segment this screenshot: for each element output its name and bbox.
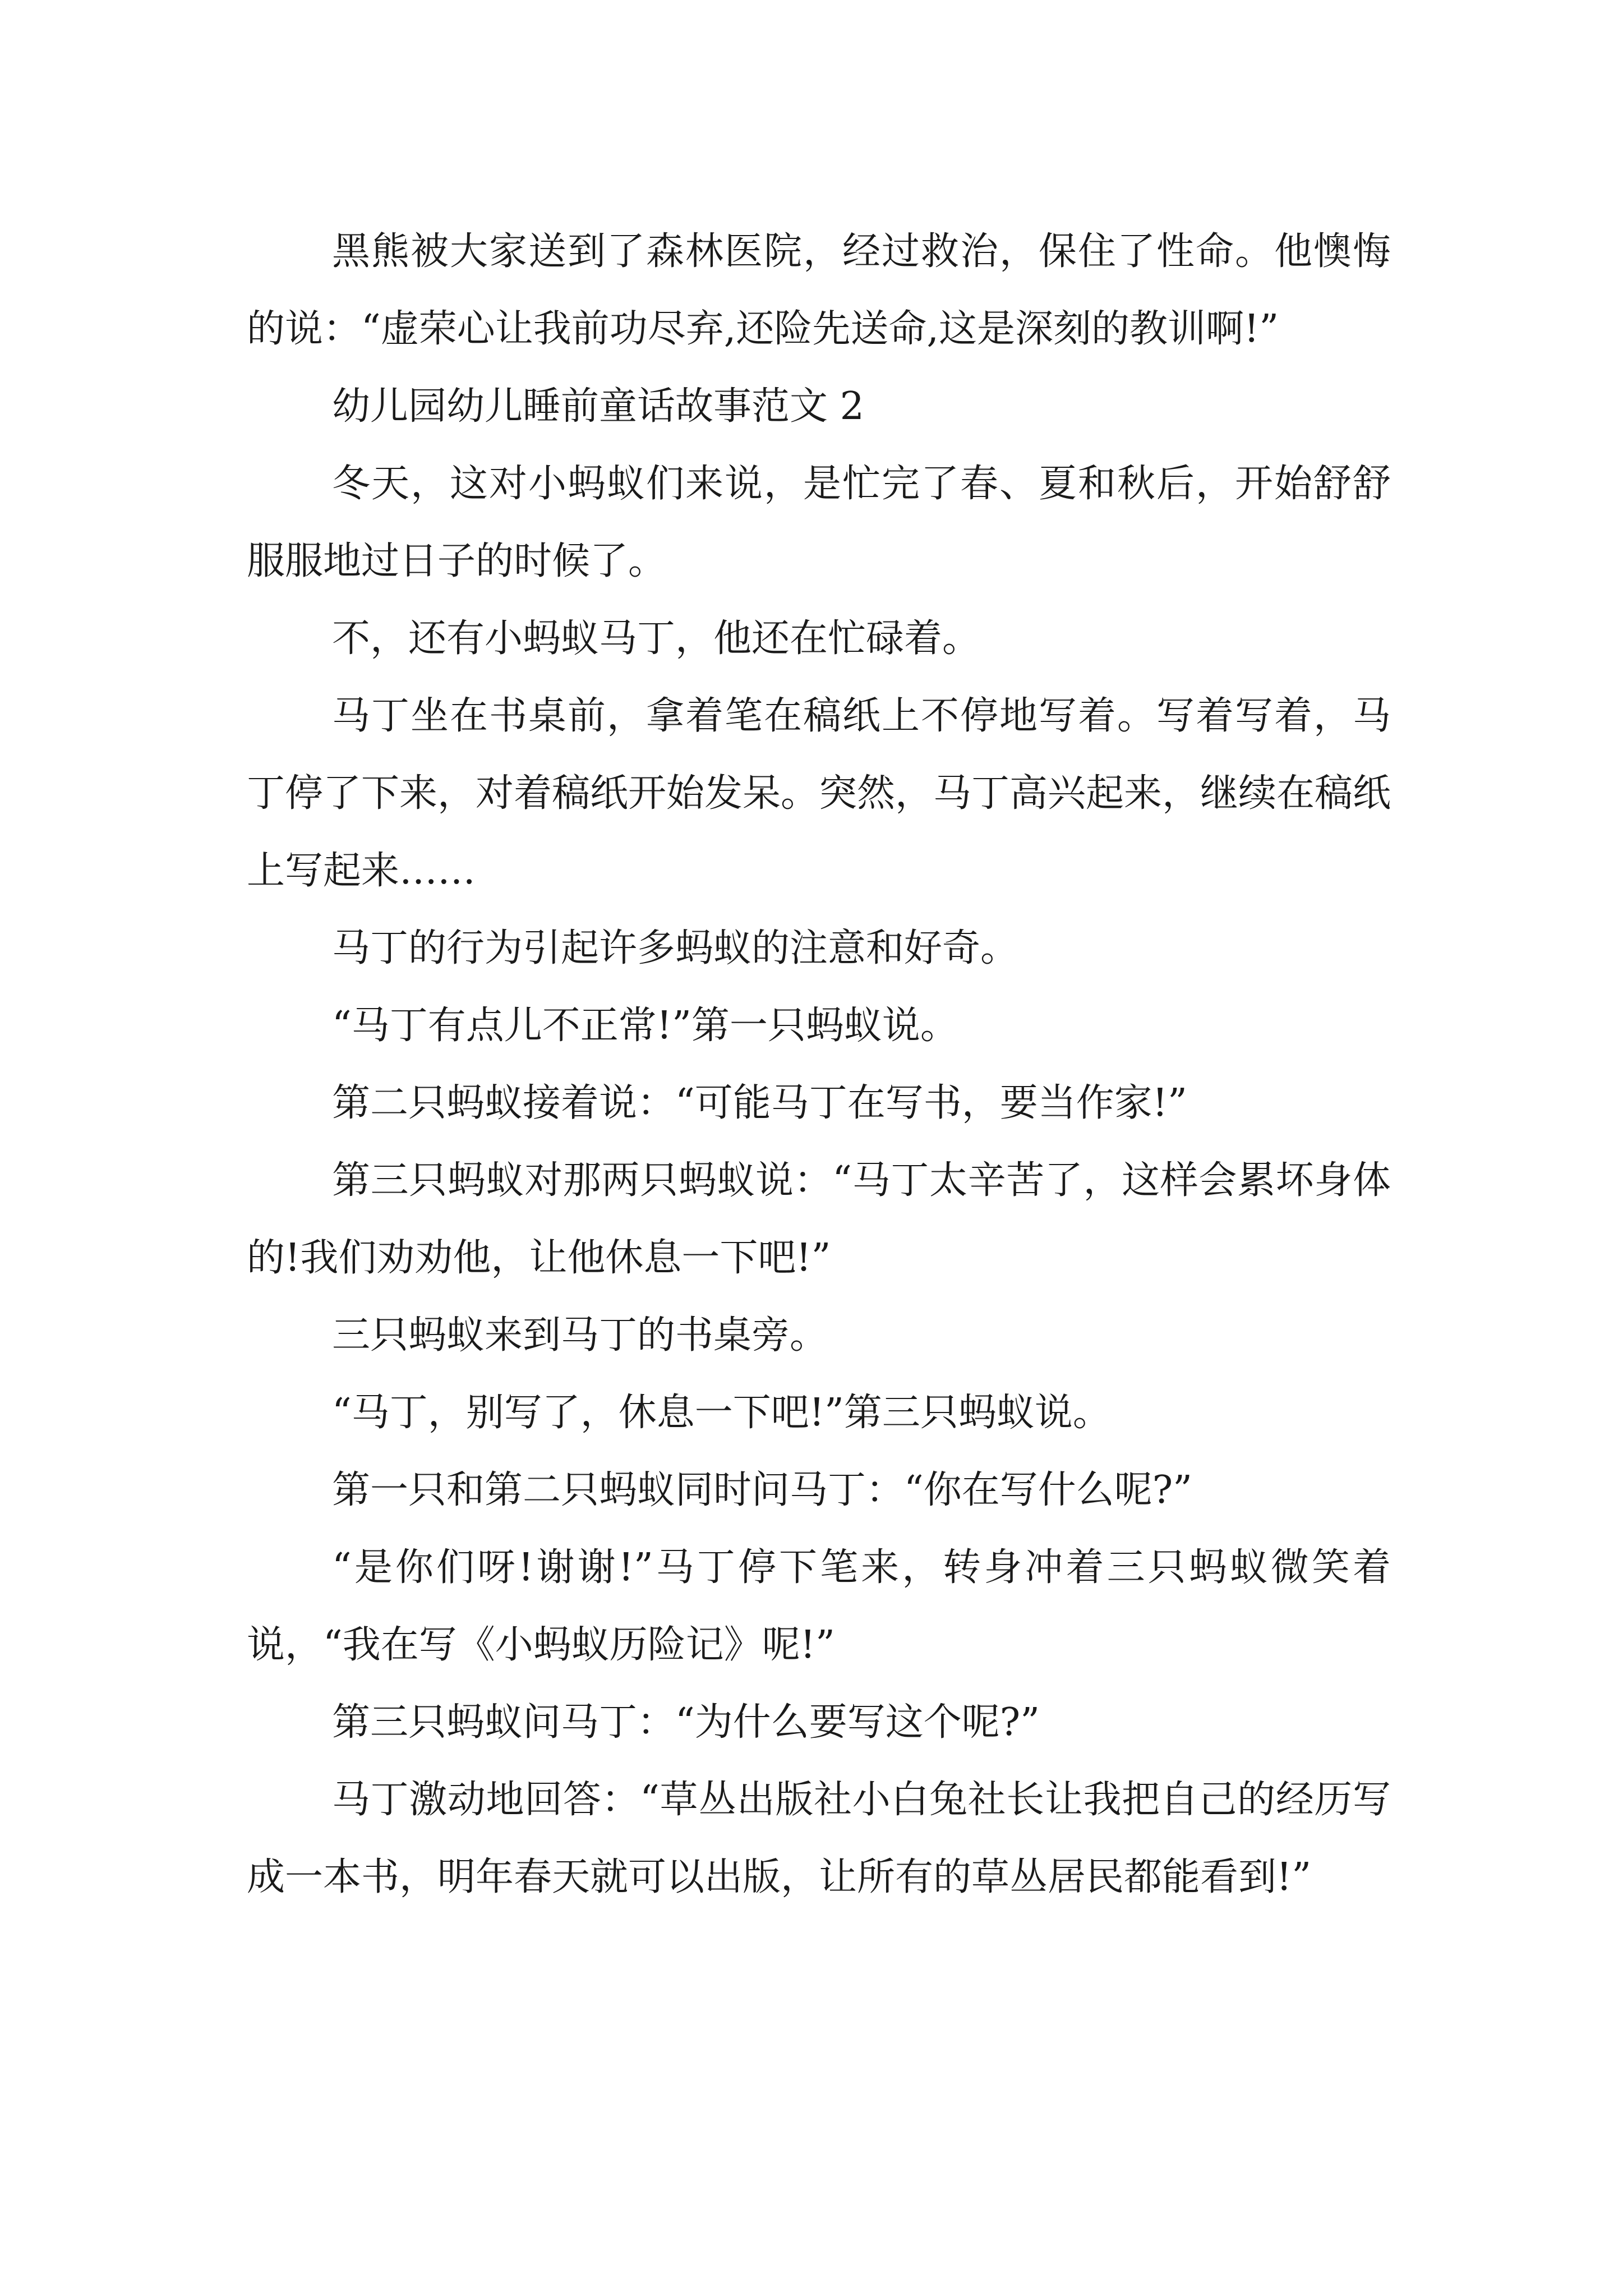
paragraph: 马丁坐在书桌前，拿着笔在稿纸上不停地写着。写着写着，马丁停了下来，对着稿纸开始发呆。突然，马丁高兴起来，继续在稿纸上写起来…… (247, 694, 1391, 893)
paragraph: 三只蚂蚁来到马丁的书桌旁。 (332, 1313, 828, 1358)
paragraph: 第三只蚂蚁问马丁：“为什么要写这个呢?” (332, 1700, 1040, 1745)
paragraph: 第一只和第二只蚂蚁同时问马丁：“你在写什么呢?” (332, 1468, 1192, 1512)
paragraph: 第三只蚂蚁对那两只蚂蚁说：“马丁太辛苦了，这样会累坏身体的!我们劝劝他，让他休息一下吧!” (247, 1158, 1391, 1280)
document-body (247, 213, 1391, 1916)
paragraph: 不，还有小蚂蚁马丁，他还在忙碌着。 (332, 616, 981, 661)
paragraph: 马丁的行为引起许多蚂蚁的注意和好奇。 (332, 926, 1019, 970)
section-title: 幼儿园幼儿睡前童话故事范文 2 (332, 384, 864, 429)
paragraph: “是你们呀!谢谢!”马丁停下笔来，转身冲着三只蚂蚁微笑着说，“我在写《小蚂蚁历险记》呢!” (247, 1545, 1391, 1667)
paragraph: “马丁有点儿不正常!”第一只蚂蚁说。 (332, 1004, 958, 1048)
paragraph: 马丁激动地回答：“草丛出版社小白兔社长让我把自己的经历写成一本书，明年春天就可以出版，让所有的草丛居民都能看到!” (247, 1778, 1391, 1899)
paragraph: 黑熊被大家送到了森林医院，经过救治，保住了性命。他懊悔的说：“虚荣心让我前功尽弃,还险先送命,这是深刻的教训啊!” (247, 229, 1391, 351)
paragraph: “马丁，别写了，休息一下吧!”第三只蚂蚁说。 (332, 1391, 1111, 1435)
paragraph: 冬天，这对小蚂蚁们来说，是忙完了春、夏和秋后，开始舒舒服服地过日子的时候了。 (247, 462, 1391, 583)
paragraph: 第二只蚂蚁接着说：“可能马丁在写书，要当作家!” (332, 1081, 1187, 1125)
